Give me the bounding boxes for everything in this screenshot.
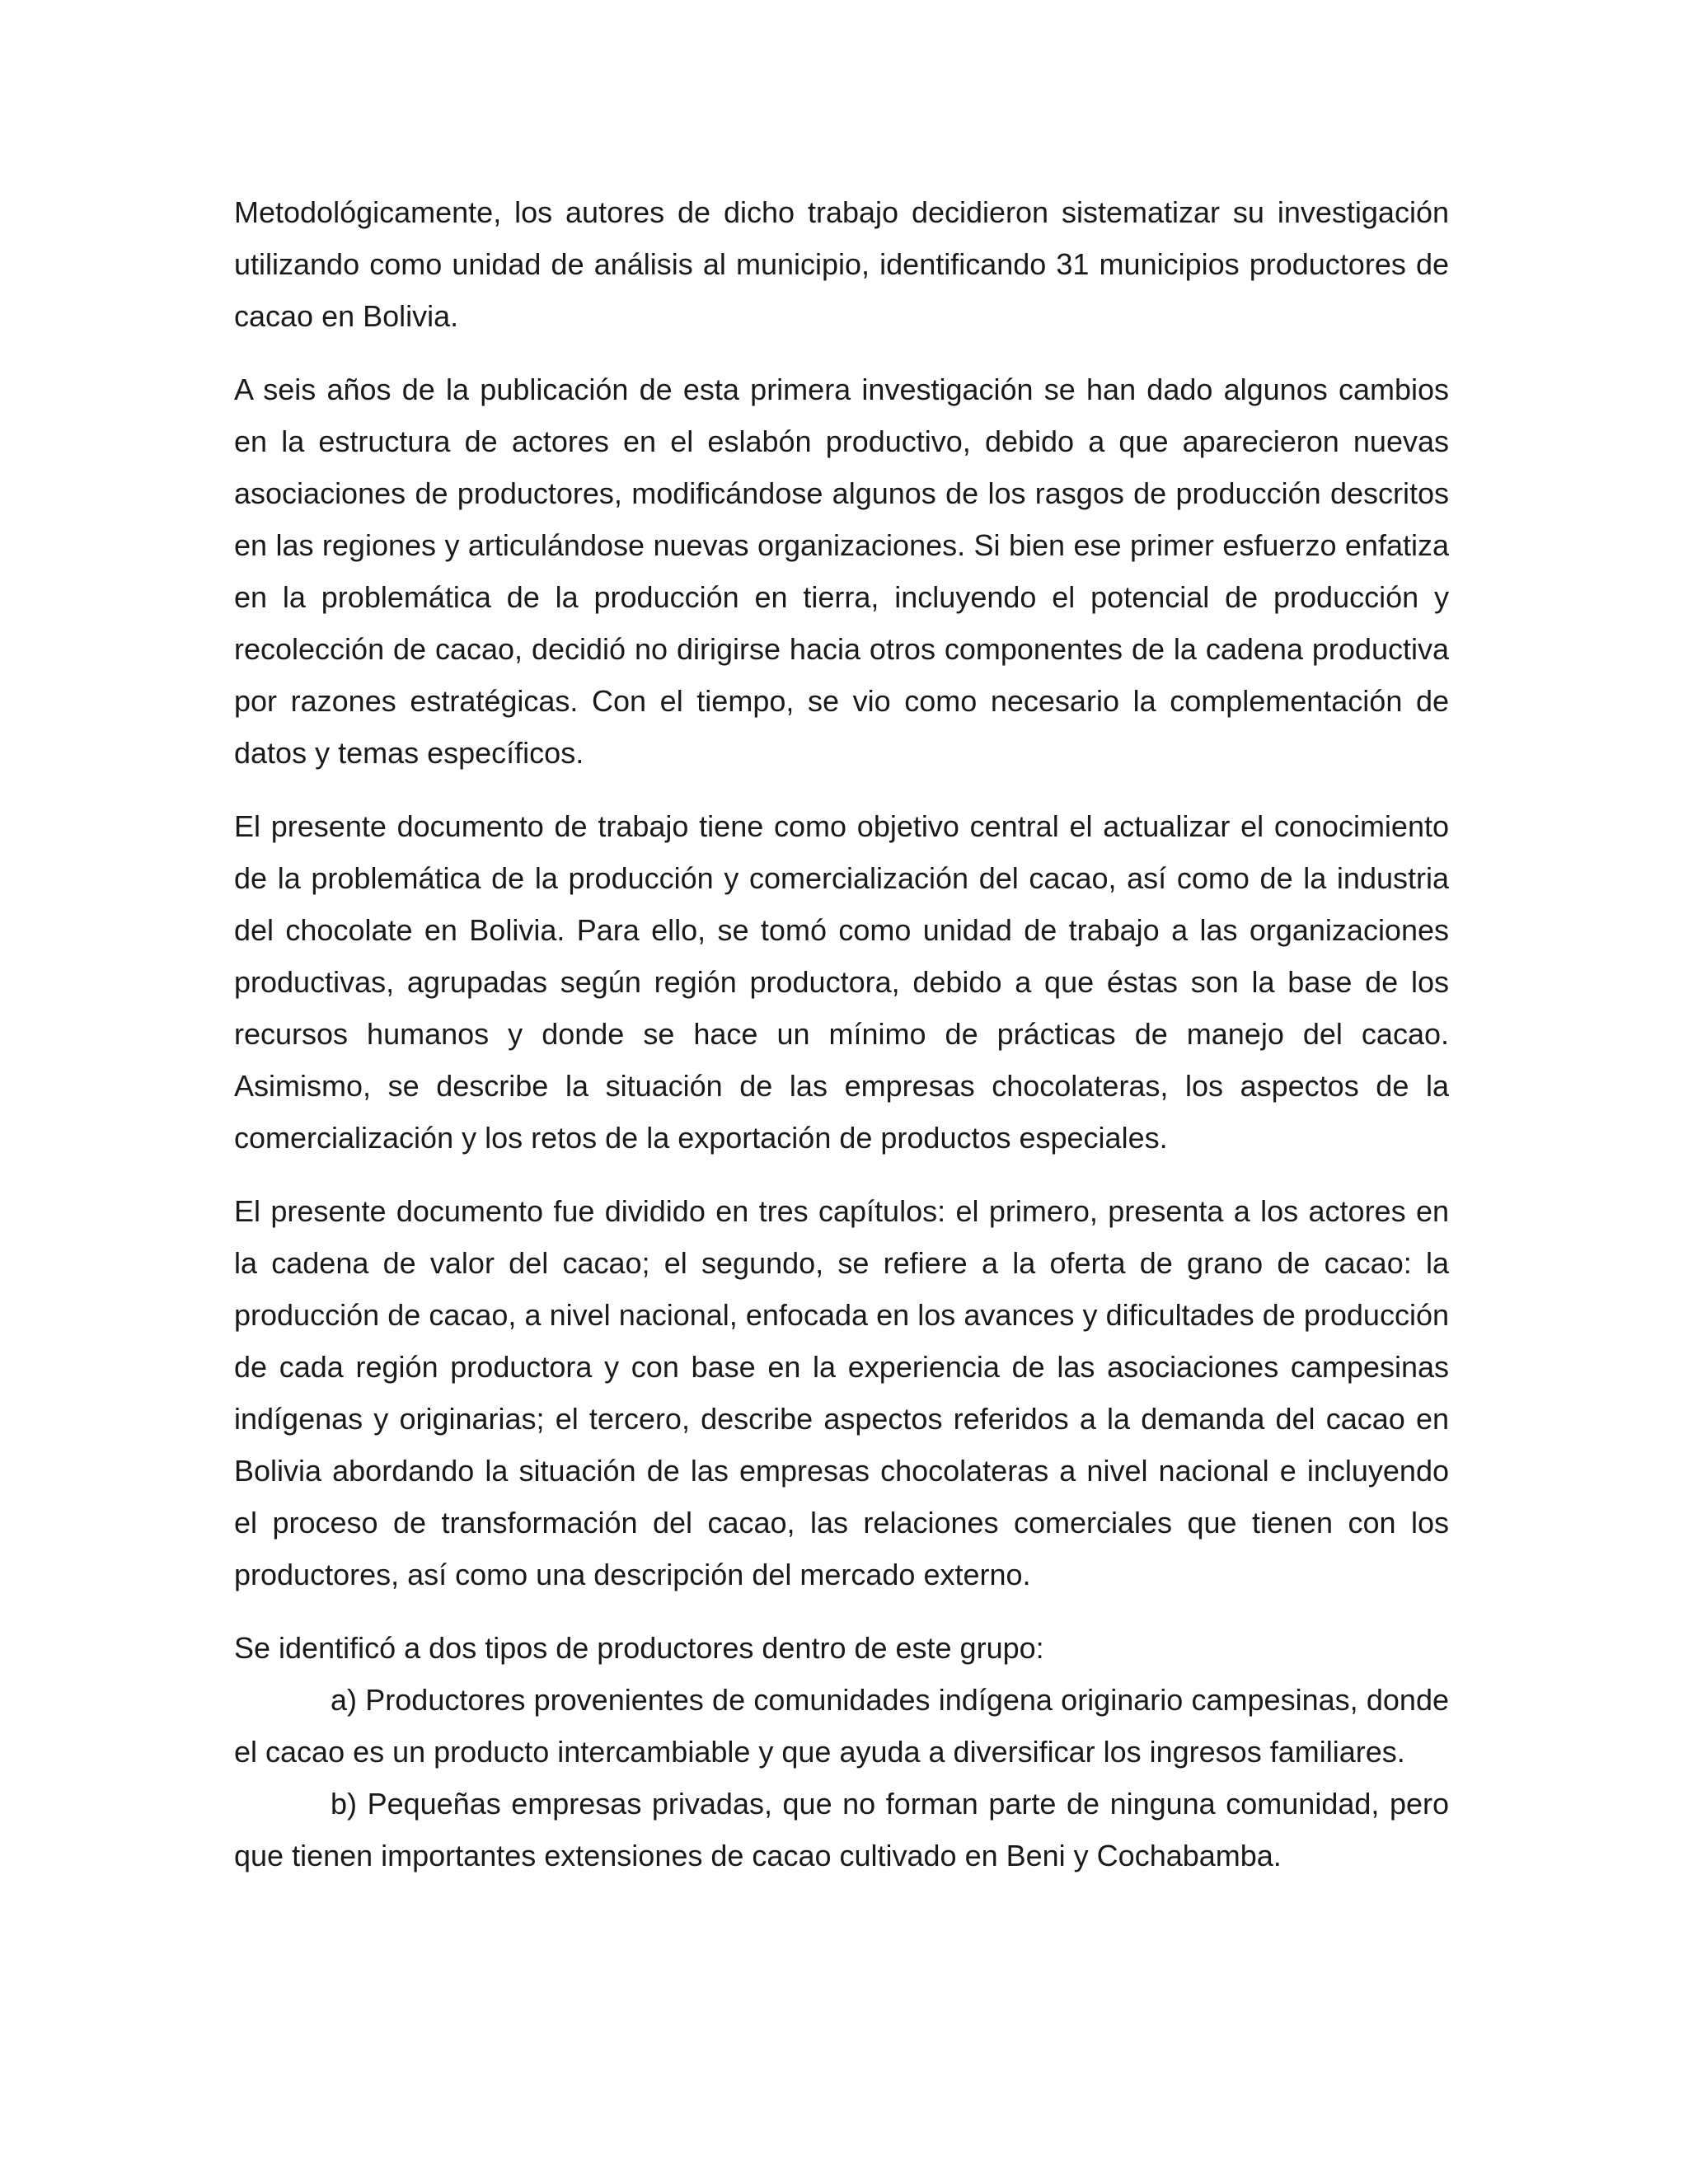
paragraph-changes: A seis años de la publicación de esta primera investigación se han dado algunos cambios en la estructura de actores en el eslabón productivo, debido a que aparecieron nuevas asociaciones de productores, modificándose algunos de los rasgos de producción descritos en las regiones y articulándose nuevas organizaciones. Si bien ese primer esfuerzo enfatiza en la problemática de la producción en tierra, incluyendo el potencial de producción y recolección de cacao, decidió no dirigirse hacia otros componentes de la cadena productiva por razones estratégicas. Con el tiempo, se vio como necesario la complementación de datos y temas específicos.: [234, 373, 1449, 770]
paragraph-objective: El presente documento de trabajo tiene como objetivo central el actualizar el conocimiento de la problemática de la producción y comercialización del cacao, así como de la industria del chocolate en Bolivia. Para ello, se tomó como unidad de trabajo a las organizaciones productivas, agrupadas según región productora, debido a que éstas son la base de los recursos humanos y donde se hace un mínimo de prácticas de manejo del cacao. Asimismo, se describe la situación de las empresas chocolateras, los aspectos de la comercialización y los retos de la exportación de productos especiales.: [234, 809, 1449, 1155]
document-body: [234, 186, 1449, 1882]
paragraph-producer-types-intro: Se identificó a dos tipos de productores dentro de este grupo:: [234, 1631, 1044, 1665]
list-item-producer-type-a: a) Productores provenientes de comunidades indígena originario campesinas, donde el cacao es un producto intercambiable y que ayuda a diversificar los ingresos familiares.: [234, 1683, 1449, 1769]
list-item-producer-type-b: b) Pequeñas empresas privadas, que no forman parte de ninguna comunidad, pero que tienen importantes extensiones de cacao cultivado en Beni y Cochabamba.: [234, 1787, 1449, 1872]
paragraph-methodology: Metodológicamente, los autores de dicho trabajo decidieron sistematizar su investigación utilizando como unidad de análisis al municipio, identificando 31 municipios productores de cacao en Bolivia.: [234, 195, 1449, 333]
paragraph-chapters: El presente documento fue dividido en tres capítulos: el primero, presenta a los actores en la cadena de valor del cacao; el segundo, se refiere a la oferta de grano de cacao: la producción de cacao, a nivel nacional, enfocada en los avances y dificultades de producción de cada región productora y con base en la experiencia de las asociaciones campesinas indígenas y originarias; el tercero, describe aspectos referidos a la demanda del cacao en Bolivia abordando la situación de las empresas chocolateras a nivel nacional e incluyendo el proceso de transformación del cacao, las relaciones comerciales que tienen con los productores, así como una descripción del mercado externo.: [234, 1194, 1449, 1591]
